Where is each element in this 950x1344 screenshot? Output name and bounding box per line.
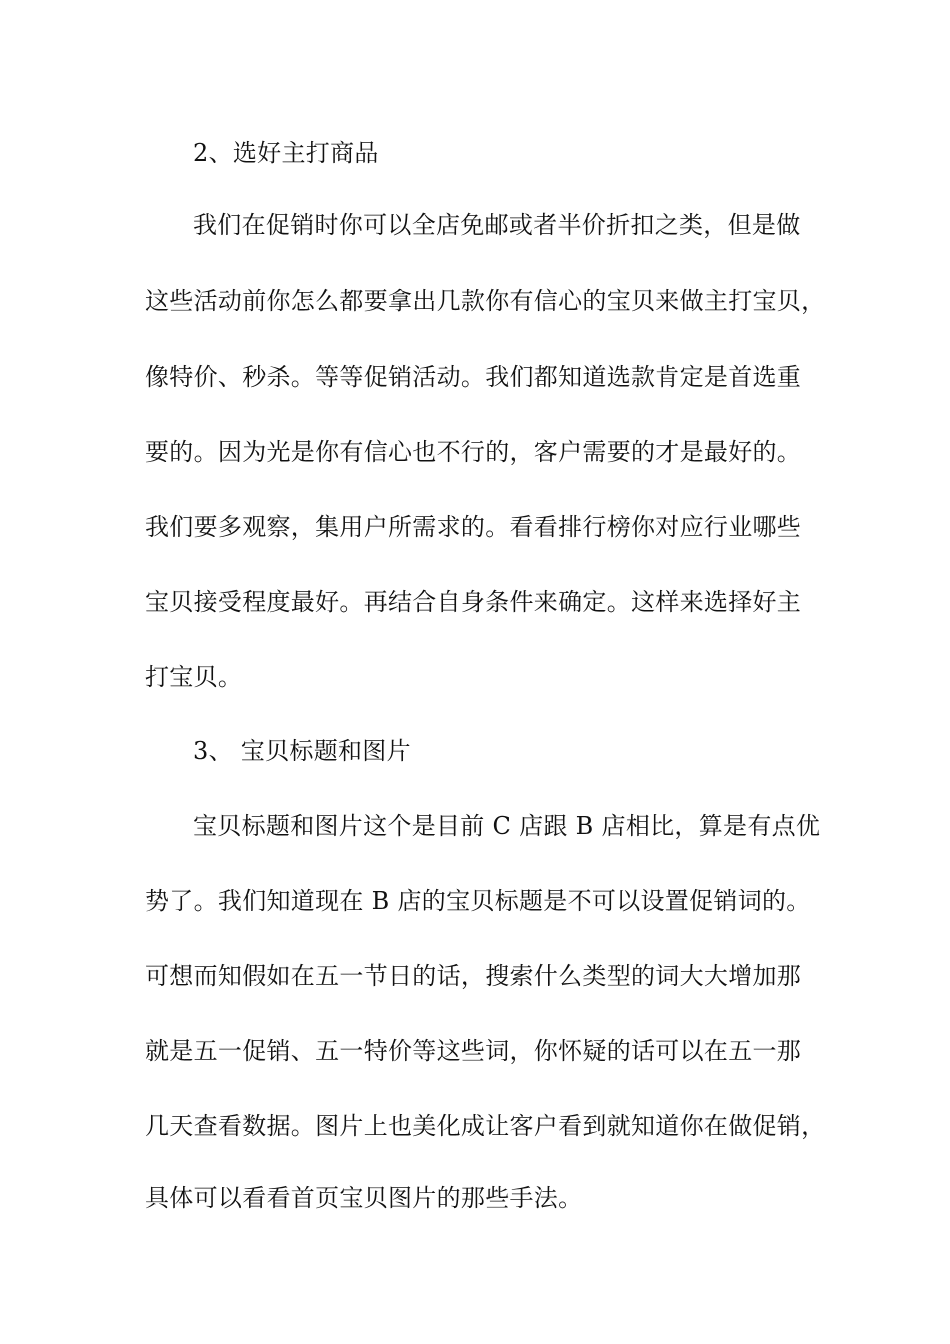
- section-heading-3: 3、 宝贝标题和图片: [193, 737, 411, 765]
- paragraph-line: 像特价、秒杀。等等促销活动。我们都知道选款肯定是首选重: [145, 363, 802, 391]
- section-heading-2: 2、选好主打商品: [193, 139, 379, 167]
- paragraph-line: 我们在促销时你可以全店免邮或者半价折扣之类，但是做: [193, 211, 801, 239]
- paragraph-line: 打宝贝。: [145, 663, 243, 691]
- paragraph-line: 几天查看数据。图片上也美化成让客户看到就知道你在做促销，: [145, 1112, 826, 1140]
- paragraph-line: 这些活动前你怎么都要拿出几款你有信心的宝贝来做主打宝贝，: [145, 287, 826, 315]
- paragraph-line: 具体可以看看首页宝贝图片的那些手法。: [145, 1184, 583, 1212]
- paragraph-line: 要的。因为光是你有信心也不行的，客户需要的才是最好的。: [145, 438, 802, 466]
- paragraph-line: 可想而知假如在五一节日的话，搜索什么类型的词大大增加那: [145, 962, 802, 990]
- paragraph-line: 宝贝标题和图片这个是目前 C 店跟 B 店相比，算是有点优: [193, 812, 821, 840]
- paragraph-line: 就是五一促销、五一特价等这些词，你怀疑的话可以在五一那: [145, 1037, 802, 1065]
- paragraph-line: 宝贝接受程度最好。再结合自身条件来确定。这样来选择好主: [145, 588, 802, 616]
- paragraph-line: 我们要多观察，集用户所需求的。看看排行榜你对应行业哪些: [145, 513, 802, 541]
- paragraph-line: 势了。我们知道现在 B 店的宝贝标题是不可以设置促销词的。: [145, 887, 811, 915]
